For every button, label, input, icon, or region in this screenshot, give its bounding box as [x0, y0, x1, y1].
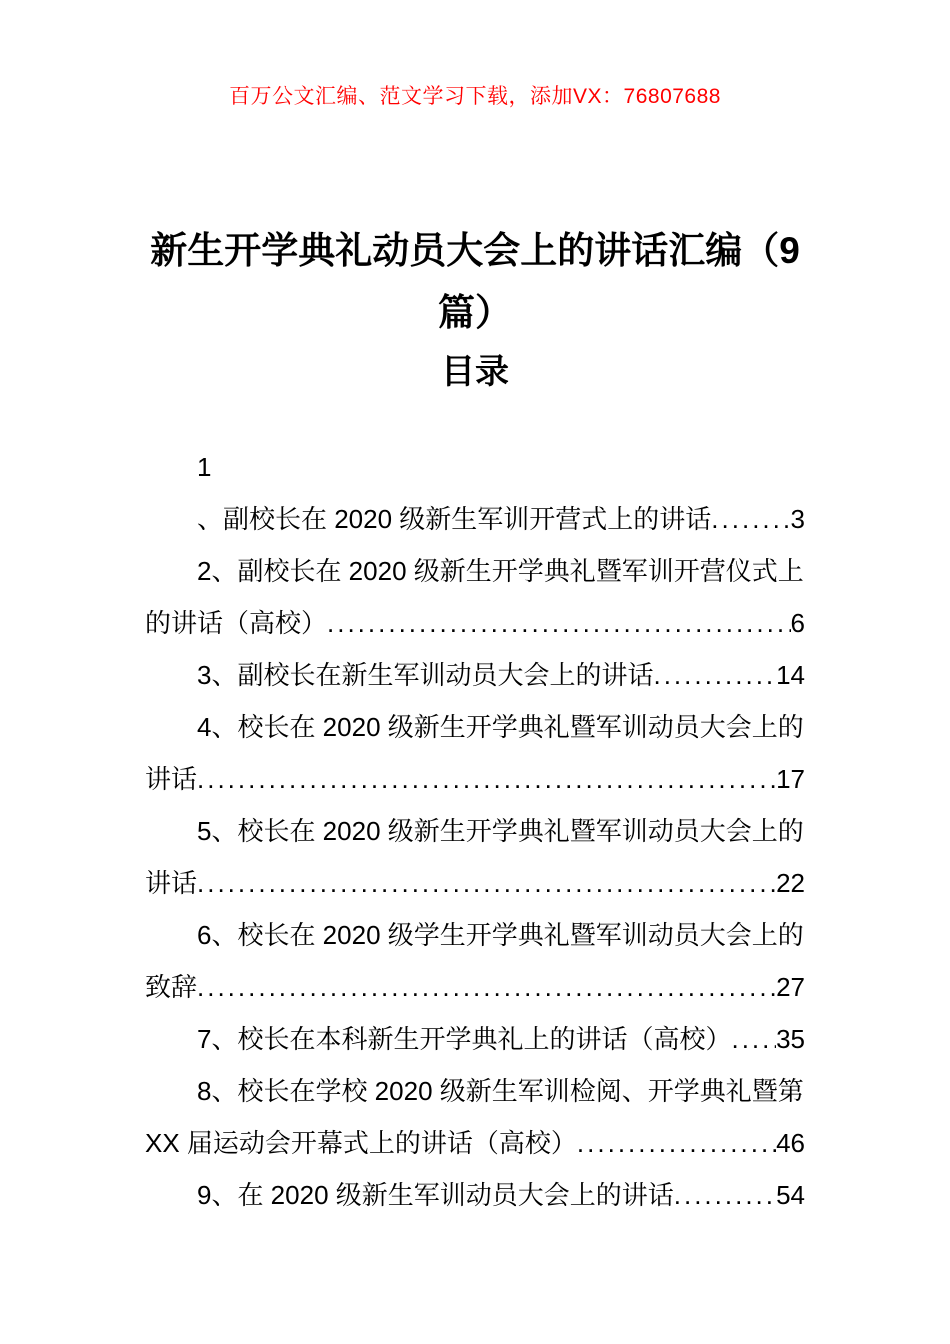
toc-entry-text: 8、校长在学校 2020 级新生军训检阅、开学典礼暨第: [197, 1076, 804, 1106]
dot-leader: [674, 1169, 776, 1221]
page-number: 17: [776, 764, 805, 794]
page-number: 6: [790, 608, 805, 638]
toc-entry-text: 4、校长在 2020 级新生开学典礼暨军训动员大会上的: [197, 712, 804, 742]
toc-entry-line[interactable]: [145, 961, 805, 1013]
document-title: [100, 220, 850, 344]
toc-entry-text: 6、校长在 2020 级学生开学典礼暨军训动员大会上的: [197, 920, 804, 950]
toc-entry-line[interactable]: [145, 701, 805, 753]
dot-leader: [197, 857, 776, 909]
toc-entry-text: 3、副校长在新生军训动员大会上的讲话: [197, 660, 654, 690]
toc-entry-text: 致辞: [145, 972, 198, 1002]
dot-leader: [197, 753, 776, 805]
toc-entry-line[interactable]: [145, 753, 805, 805]
toc-entry-text: 9、在 2020 级新生军训动员大会上的讲话: [197, 1180, 674, 1210]
dot-leader: [731, 1013, 776, 1065]
toc-entry-line[interactable]: [145, 1065, 805, 1117]
toc-entry-text: 讲话: [145, 868, 198, 898]
toc-entry-text: 7、校长在本科新生开学典礼上的讲话（高校）: [197, 1024, 732, 1054]
toc-entry-line[interactable]: [145, 805, 805, 857]
dot-leader: [711, 493, 790, 545]
dot-leader: [577, 1117, 776, 1169]
toc-entry-line[interactable]: [145, 649, 805, 701]
toc-entry-line[interactable]: [145, 909, 805, 961]
toc-list: [145, 441, 805, 1221]
dot-leader: [197, 961, 776, 1013]
toc-entry-line[interactable]: [145, 1117, 805, 1169]
toc-entry-text: 1: [197, 452, 212, 482]
title-line-1: 新生开学典礼动员大会上的讲话汇编（9: [150, 230, 800, 271]
page-number: 35: [776, 1024, 805, 1054]
toc-entry-text: XX 届运动会开幕式上的讲话（高校）: [145, 1128, 577, 1158]
toc-entry-line[interactable]: [145, 1013, 805, 1065]
toc-entry-line[interactable]: [145, 545, 805, 597]
toc-entry-text: 2、副校长在 2020 级新生开学典礼暨军训开营仪式上: [197, 556, 804, 586]
toc-entry-text: 5、校长在 2020 级新生开学典礼暨军训动员大会上的: [197, 816, 804, 846]
page-number: 22: [776, 868, 805, 898]
page-number: 46: [776, 1128, 805, 1158]
toc-entry-line[interactable]: [145, 1169, 805, 1221]
toc-heading: 目录: [441, 353, 509, 391]
toc-entry-text: 讲话: [145, 764, 198, 794]
toc-entry-line[interactable]: [145, 493, 805, 545]
toc-entry-line[interactable]: [145, 441, 805, 493]
toc-entry-line[interactable]: [145, 597, 805, 649]
header-notice: 百万公文汇编、范文学习下载，添加VX：76807688: [229, 85, 721, 108]
dot-leader: [653, 649, 776, 701]
toc-entry-line[interactable]: [145, 857, 805, 909]
toc-entry-text: 、副校长在 2020 级新生军训开营式上的讲话: [197, 504, 712, 534]
title-line-2: 篇）: [438, 292, 512, 333]
page-number: 3: [790, 504, 805, 534]
toc-entry-text: 的讲话（高校）: [145, 608, 328, 638]
page-number: 54: [776, 1180, 805, 1210]
dot-leader: [327, 597, 791, 649]
page-number: 14: [776, 660, 805, 690]
page-number: 27: [776, 972, 805, 1002]
